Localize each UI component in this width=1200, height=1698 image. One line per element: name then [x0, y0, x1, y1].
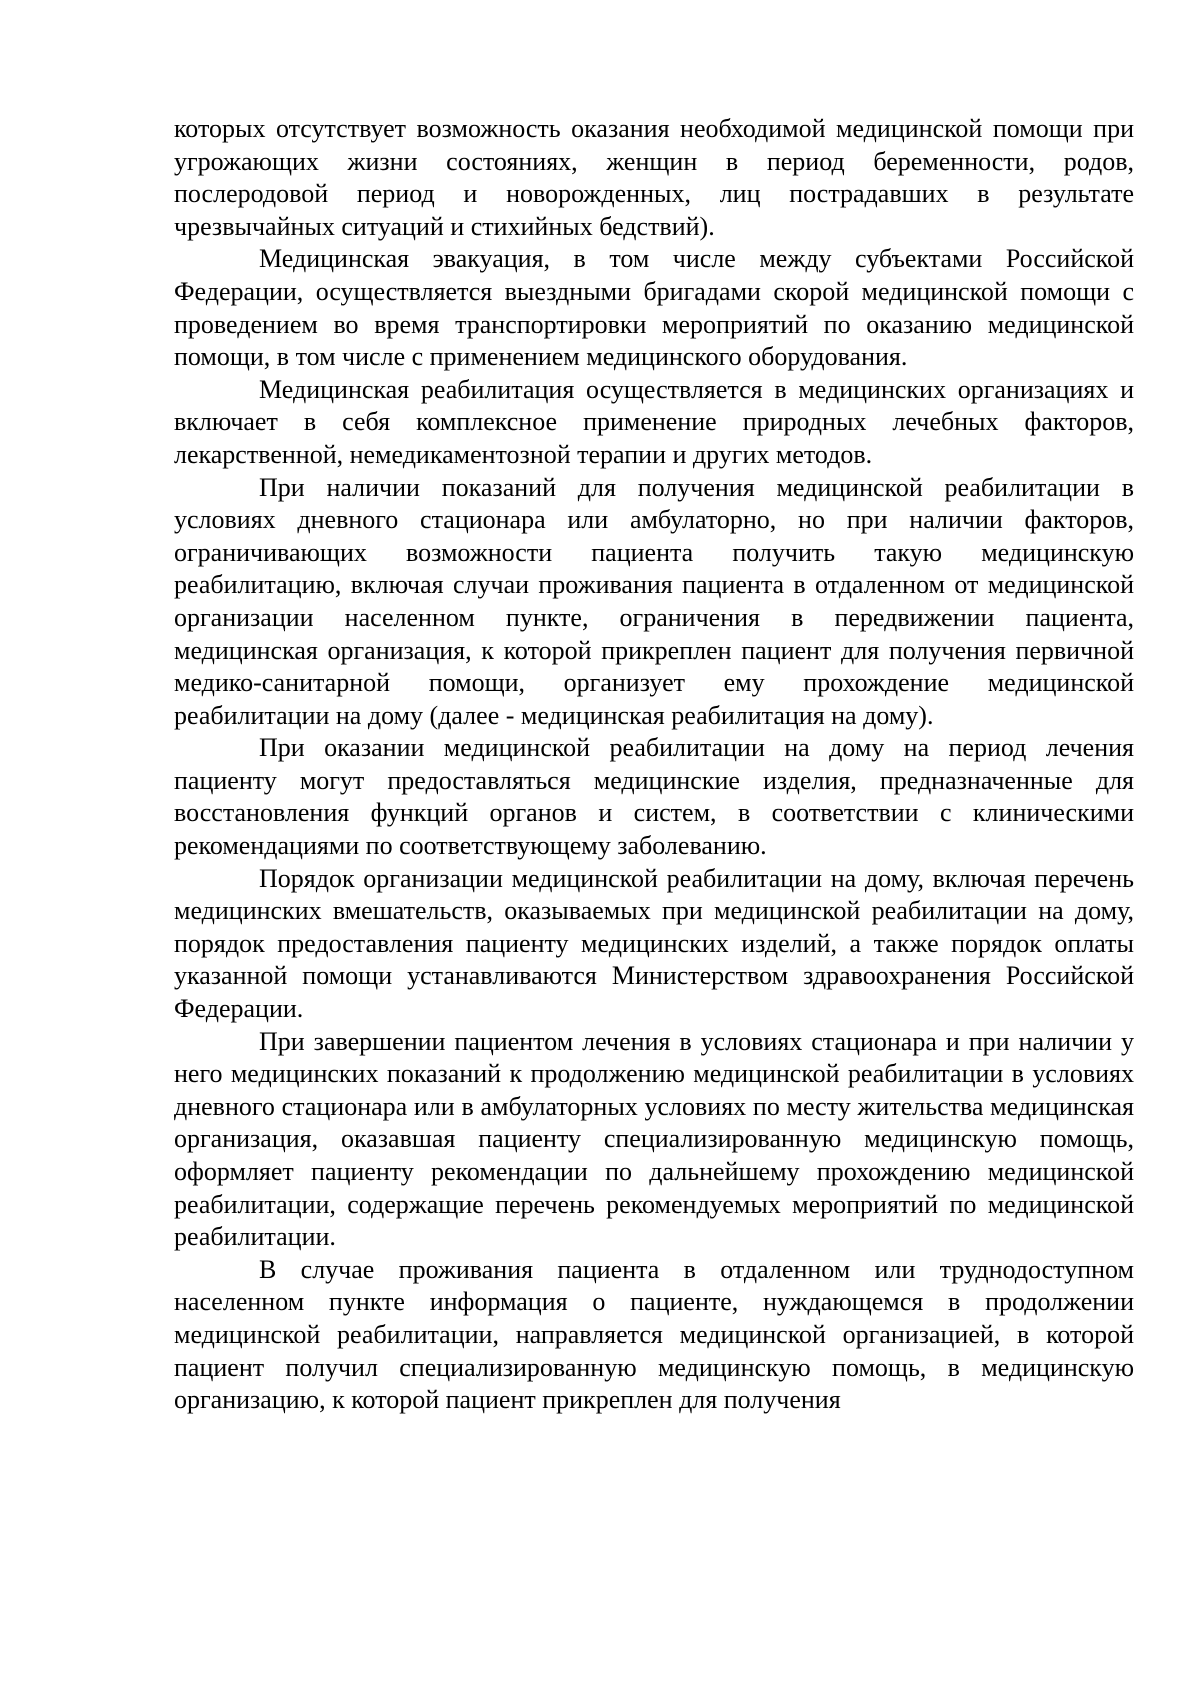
paragraph-treatment-completion: При завершении пациентом лечения в условиях стационара и при наличии у него медицинских показаний к продолжению медицинской реабилитации в условиях дневного стационара или в амбулаторных условиях по месту жительства медицинская организация, оказавшая пациенту специализированную медицинскую помощь, оформляет пациенту рекомендации по дальнейшему прохождению медицинской реабилитации, содержащие перечень рекомендуемых мероприятий по медицинской реабилитации. [174, 1026, 1134, 1252]
paragraph-medical-evacuation: Медицинская эвакуация, в том числе между субъектами Российской Федерации, осуществляется выездными бригадами скорой медицинской помощи с проведением во время транспортировки мероприятий по оказанию медицинской помощи, в том числе с применением медицинского оборудования. [174, 244, 1134, 372]
paragraph-continuation: которых отсутствует возможность оказания необходимой медицинской помощи при угрожающих жизни состояниях, женщин в период беременности, родов, послеродовой период и новорожденных, лиц пострадавших в результате чрезвычайных ситуаций и стихийных бедствий). [174, 114, 1134, 241]
paragraph-home-rehabilitation: При наличии показаний для получения медицинской реабилитации в условиях дневного стационара или амбулаторно, но при наличии факторов, ограничивающих возможности пациента получить такую медицинскую реабилитацию, включая случаи проживания пациента в отдаленном от медицинской организации населенном пункте, ограничения в передвижении пациента, медицинская организация, к которой прикреплен пациент для получения первичной медико-санитарной помощи, организует ему прохождение медицинской реабилитации на дому (далее - медицинская реабилитация на дому). [174, 472, 1134, 730]
paragraph-remote-settlement: В случае проживания пациента в отдаленном или труднодоступном населенном пункте информация о пациенте, нуждающемся в продолжении медицинской реабилитации, направляется медицинской организацией, в которой пациент получил специализированную медицинскую помощь, в медицинскую организацию, к которой пациент прикреплен для получения [174, 1254, 1134, 1415]
paragraph-organization-order: Порядок организации медицинской реабилитации на дому, включая перечень медицинских вмешательств, оказываемых при медицинской реабилитации на дому, порядок предоставления пациенту медицинских изделий, а также порядок оплаты указанной помощи устанавливаются Министерством здравоохранения Российской Федерации. [174, 863, 1134, 1024]
document-body [174, 113, 1134, 1417]
paragraph-medical-rehabilitation: Медицинская реабилитация осуществляется в медицинских организациях и включает в себя комплексное применение природных лечебных факторов, лекарственной, немедикаментозной терапии и других методов. [174, 374, 1134, 469]
paragraph-medical-devices: При оказании медицинской реабилитации на дому на период лечения пациенту могут предоставляться медицинские изделия, предназначенные для восстановления функций органов и систем, в соответствии с клиническими рекомендациями по соответствующему заболеванию. [174, 733, 1134, 861]
